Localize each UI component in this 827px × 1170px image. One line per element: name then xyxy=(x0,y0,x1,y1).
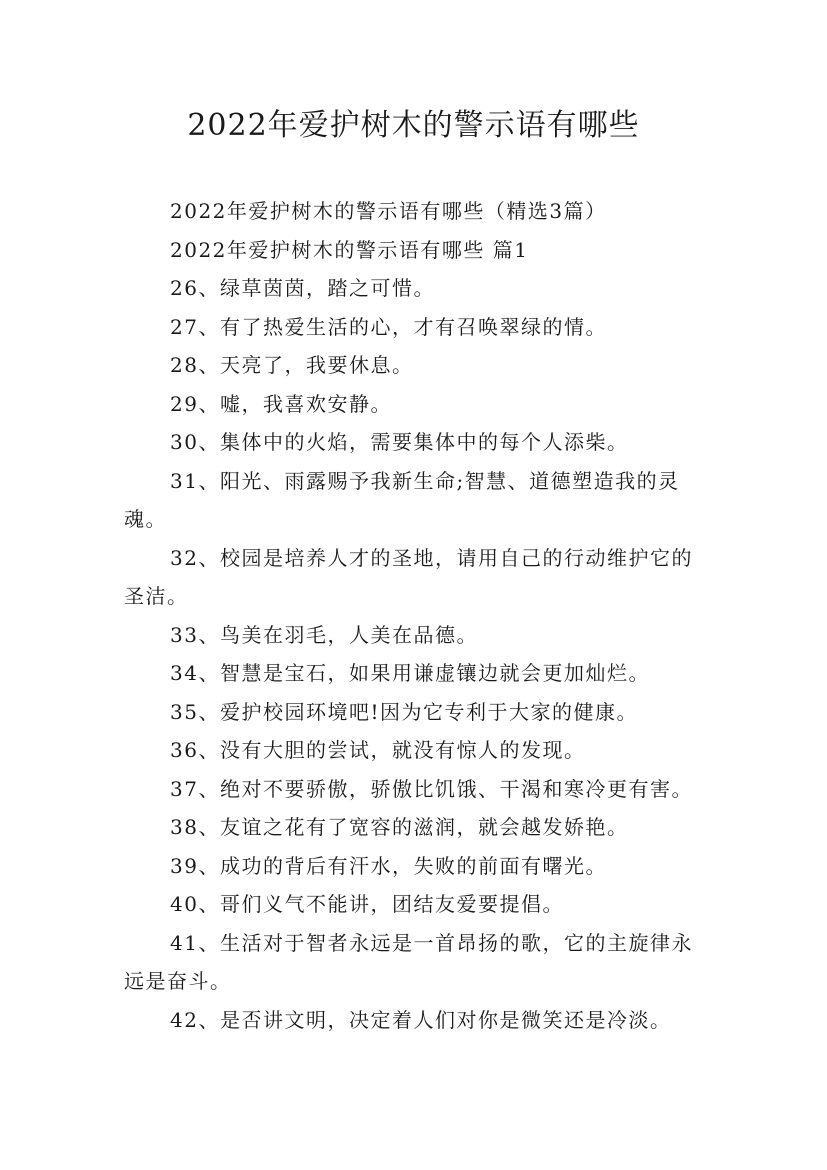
paragraph-item: 40、哥们义气不能讲，团结友爱要提倡。 xyxy=(170,892,564,916)
paragraph-item: 32、校园是培养人才的圣地，请用自己的行动维护它的圣洁。 xyxy=(124,545,693,608)
paragraph-item: 38、友谊之花有了宽容的滋润，就会越发娇艳。 xyxy=(170,815,629,839)
paragraph-item: 36、没有大胆的尝试，就没有惊人的发现。 xyxy=(170,738,586,762)
page-title: 2022年爱护树木的警示语有哪些 xyxy=(187,108,640,143)
paragraph-item: 39、成功的背后有汗水，失败的前面有曙光。 xyxy=(170,853,607,878)
paragraph-item: 26、绿草茵茵，踏之可惜。 xyxy=(170,276,435,300)
paragraph-subtitle: 2022年爱护树木的警示语有哪些（精选3篇） xyxy=(170,199,607,223)
paragraph-item: 37、绝对不要骄傲，骄傲比饥饿、干渴和寒冷更有害。 xyxy=(170,776,693,801)
paragraph-item: 41、生活对于智者永远是一首昂扬的歌，它的主旋律永远是奋斗。 xyxy=(124,930,693,993)
paragraph-item: 42、是否讲文明，决定着人们对你是微笑还是冷淡。 xyxy=(170,1007,672,1032)
paragraph-section-heading: 2022年爱护树木的警示语有哪些 篇1 xyxy=(170,237,529,262)
paragraph-item: 30、集体中的火焰，需要集体中的每个人添柴。 xyxy=(170,430,629,454)
paragraph-item: 29、嘘，我喜欢安静。 xyxy=(170,391,392,416)
paragraph-item: 28、天亮了，我要休息。 xyxy=(170,353,414,377)
paragraph-item: 33、鸟美在羽毛，人美在品德。 xyxy=(170,622,478,647)
paragraph-item: 27、有了热爱生活的心，才有召唤翠绿的情。 xyxy=(170,314,607,339)
paragraph-item: 31、阳光、雨露赐予我新生命;智慧、道德塑造我的灵魂。 xyxy=(124,468,680,531)
document-body xyxy=(124,192,714,1039)
paragraph-item: 35、爱护校园环境吧!因为它专利于大家的健康。 xyxy=(170,699,638,724)
paragraph-item: 34、智慧是宝石，如果用谦虚镶边就会更加灿烂。 xyxy=(170,661,650,685)
